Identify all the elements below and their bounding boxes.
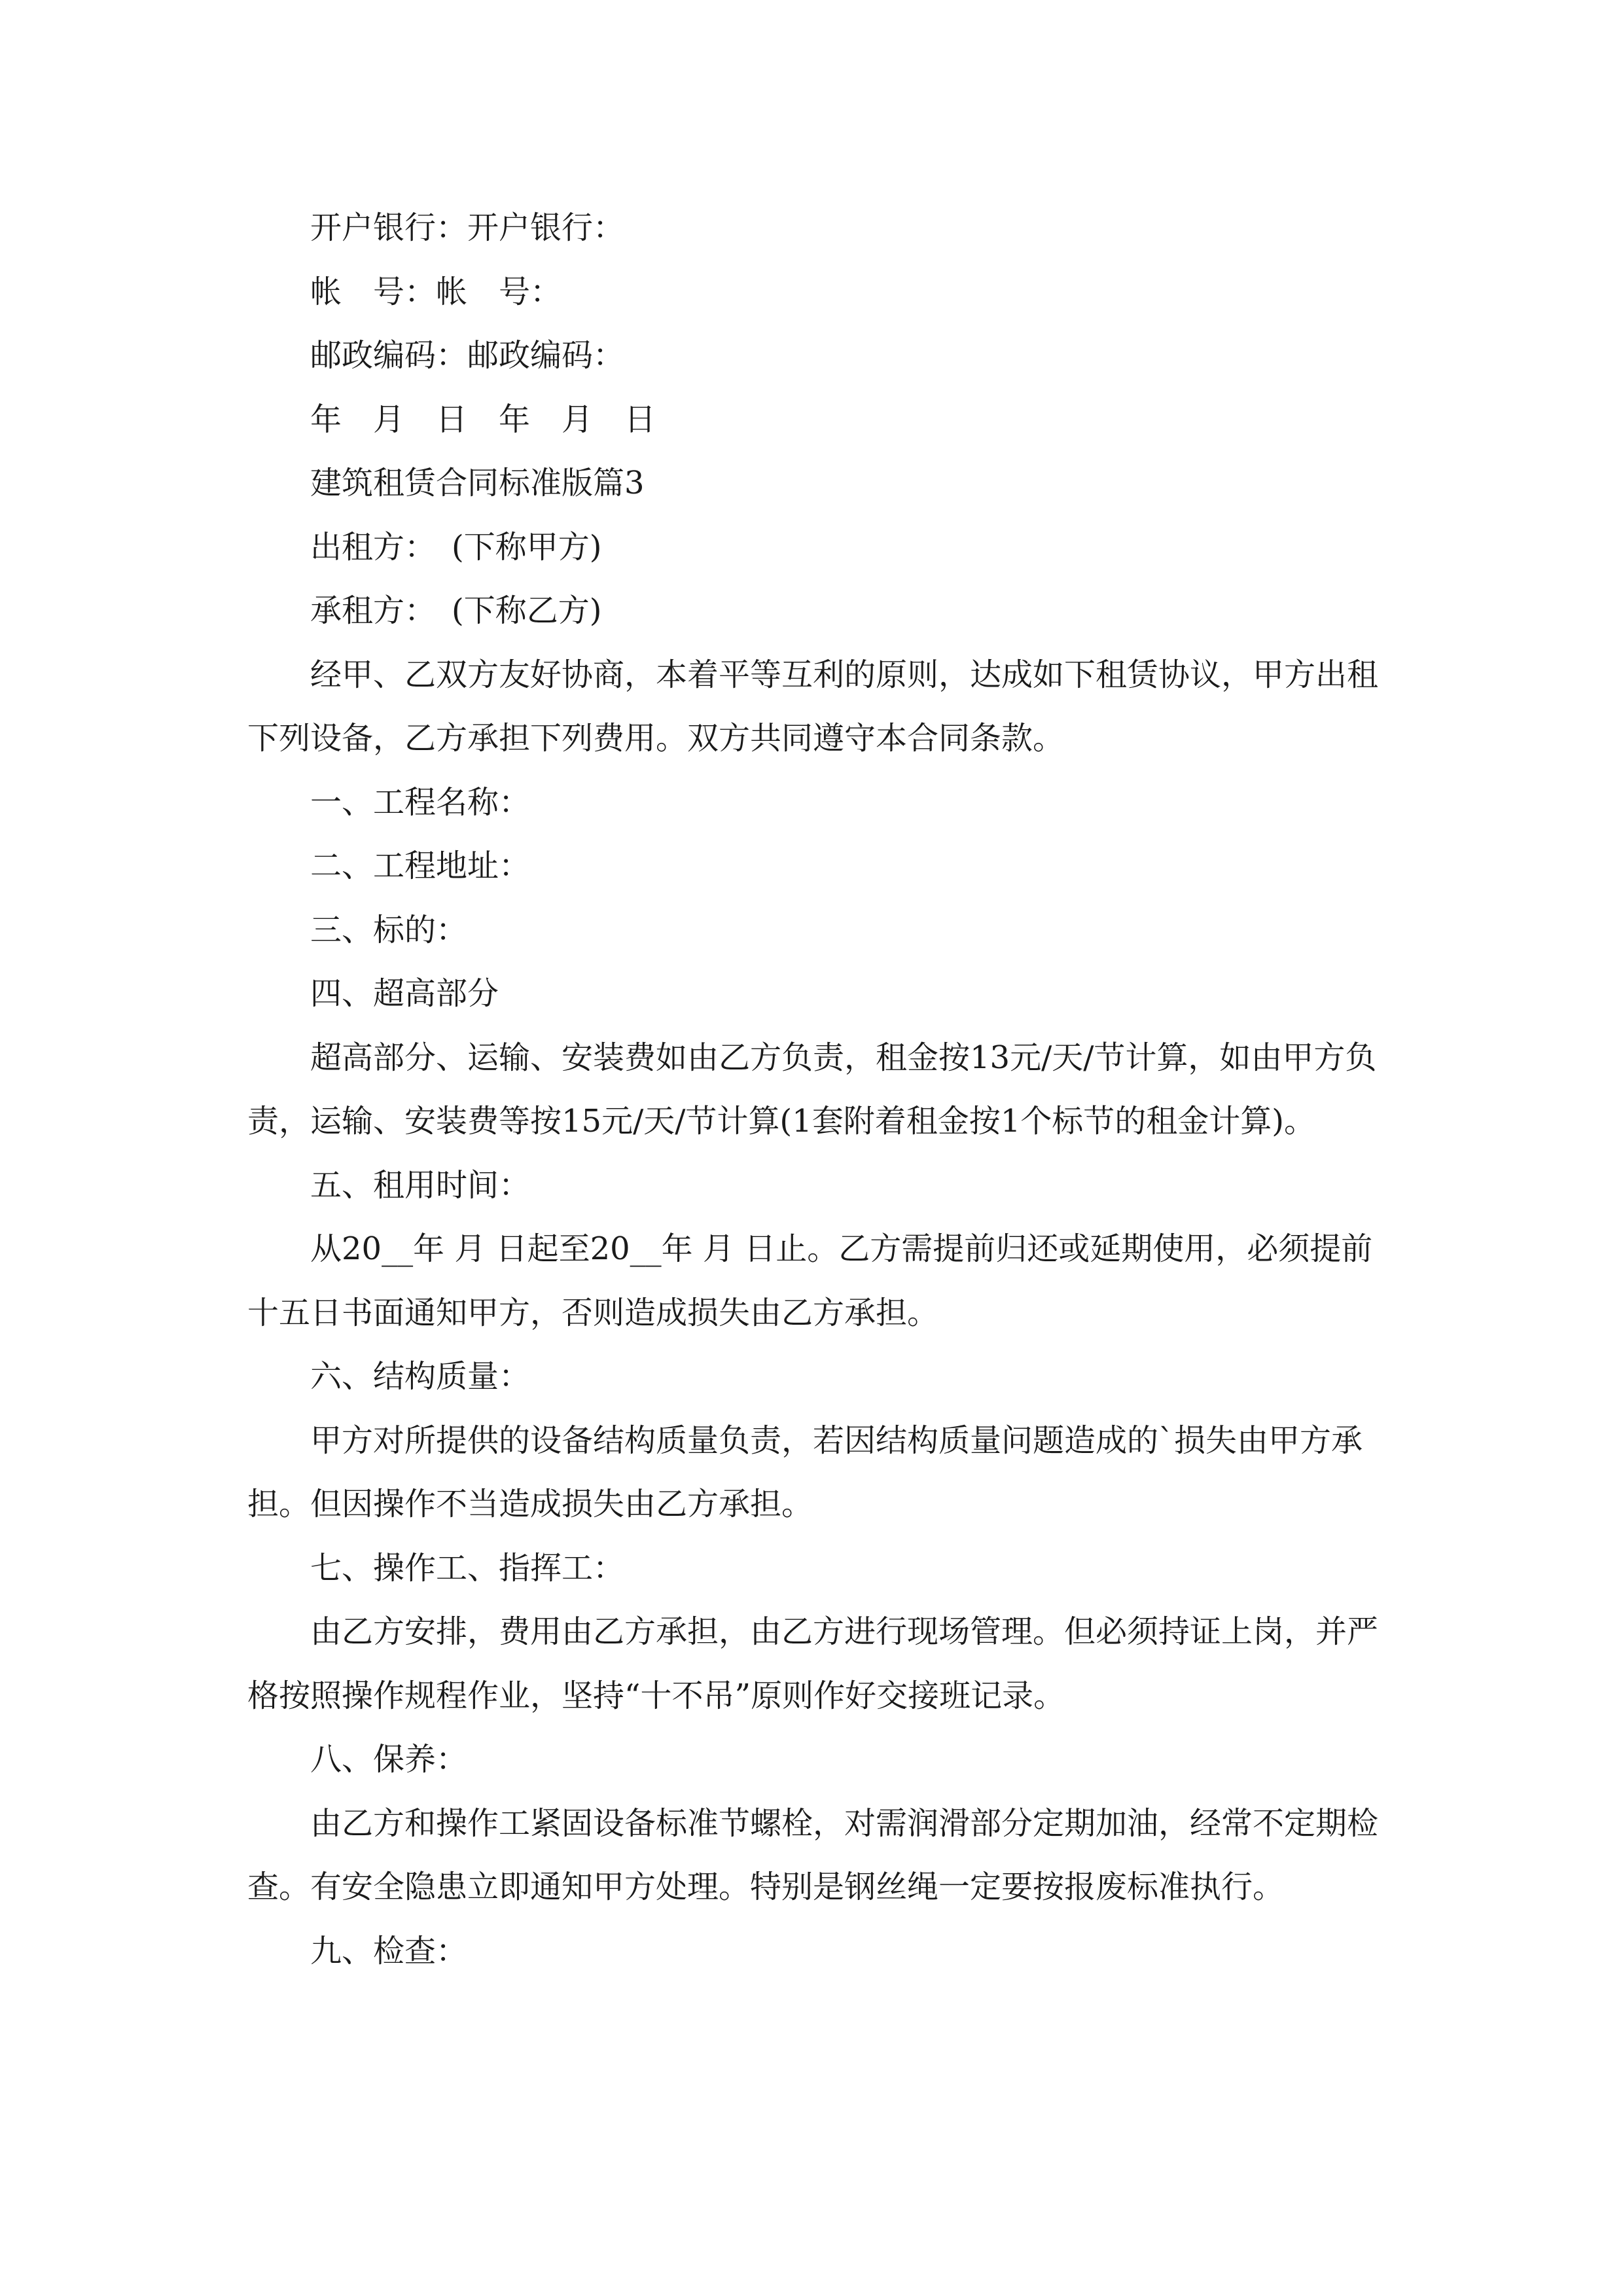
clause-heading-project-address: 二、工程地址：: [310, 848, 531, 884]
clause-heading-structure-quality: 六、结构质量：: [310, 1358, 531, 1395]
account-line: 帐 号：帐 号：: [310, 273, 562, 310]
lessor-line: 出租方： (下称甲方): [310, 528, 602, 565]
clause-body-rental-period: 从20__年 月 日起至20__年 月 日止。乙方需提前归还或延期使用，必须提前十五日书面通知甲方，否则造成损失由乙方承担。: [247, 1230, 1373, 1331]
clause-heading-subject: 三、标的：: [310, 911, 468, 948]
clause-heading-inspection: 九、检查：: [310, 1932, 468, 1969]
clause-body-maintenance: 由乙方和操作工紧固设备标准节螺栓，对需润滑部分定期加油，经常不定期检查。有安全隐患立即通知甲方处理。特别是钢丝绳一定要按报废标准执行。: [247, 1804, 1379, 1905]
clause-heading-operators: 七、操作工、指挥工：: [310, 1549, 625, 1587]
clause-heading-maintenance: 八、保养：: [310, 1741, 468, 1778]
clause-heading-overheight: 四、超高部分: [310, 975, 499, 1012]
clause-heading-project-name: 一、工程名称：: [310, 783, 531, 821]
date-line: 年 月 日 年 月 日: [310, 401, 656, 438]
clause-body-operators: 由乙方安排，费用由乙方承担，由乙方进行现场管理。但必须持证上岗，并严格按照操作规程作业，坚持“十不吊”原则作好交接班记录。: [247, 1613, 1379, 1714]
postal-code-line: 邮政编码：邮政编码：: [310, 337, 625, 374]
clause-heading-rental-period: 五、租用时间：: [310, 1166, 531, 1204]
document-body: [247, 196, 1380, 1983]
clause-body-structure-quality: 甲方对所提供的设备结构质量负责，若因结构质量问题造成的`损失由甲方承担。但因操作不当造成损失由乙方承担。: [247, 1422, 1363, 1522]
section-title: 建筑租赁合同标准版篇3: [310, 465, 645, 501]
lessee-line: 承租方： (下称乙方): [310, 592, 602, 629]
bank-line: 开户银行：开户银行：: [310, 209, 625, 246]
clause-body-overheight: 超高部分、运输、安装费如由乙方负责，租金按13元/天/节计算，如由甲方负责，运输、安装费等按15元/天/节计算(1套附着租金按1个标节的租金计算)。: [247, 1039, 1377, 1139]
preamble-paragraph: 经甲、乙双方友好协商，本着平等互利的原则，达成如下租赁协议，甲方出租下列设备，乙方承担下列费用。双方共同遵守本合同条款。: [247, 656, 1379, 757]
